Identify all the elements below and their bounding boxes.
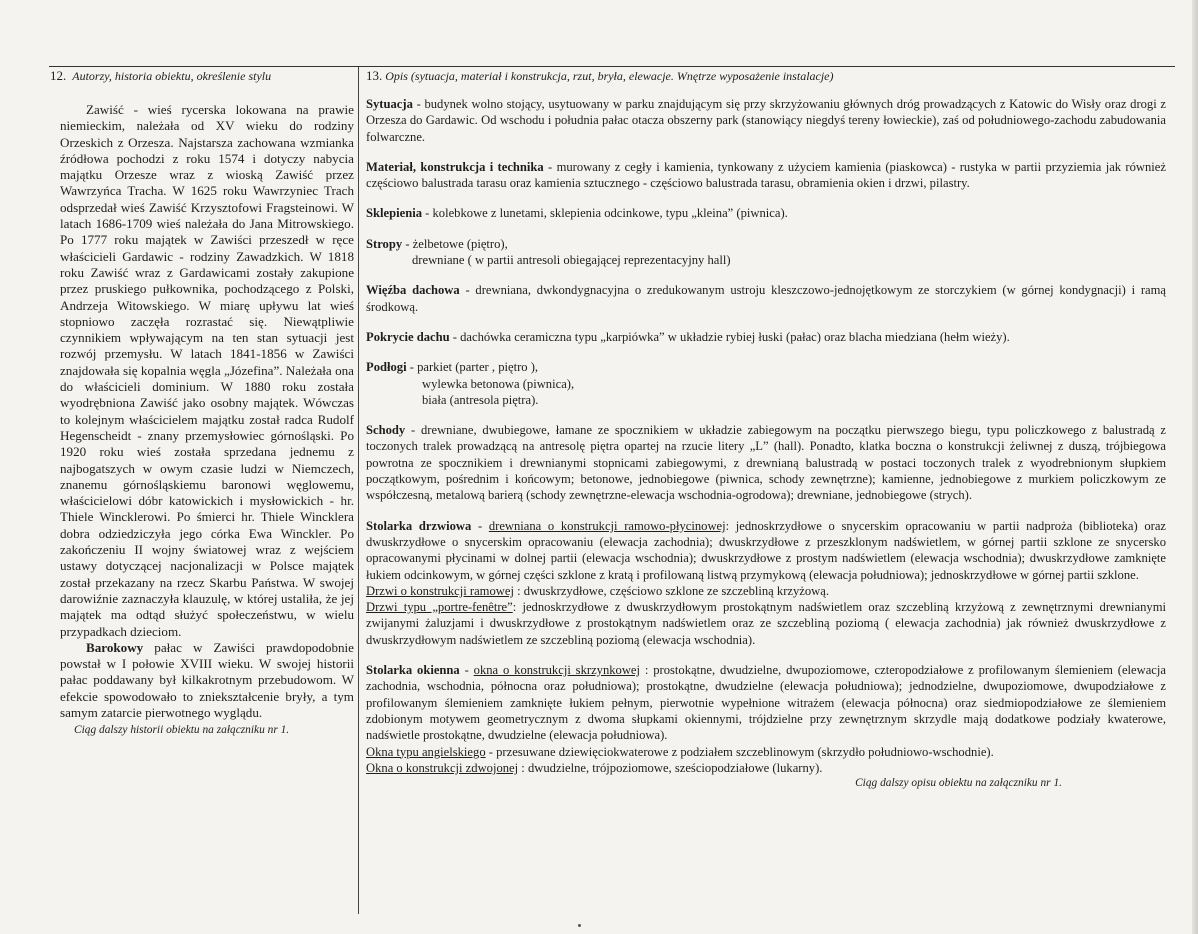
pokrycie-label: Pokrycie dachu <box>366 329 450 344</box>
history-continuation-note: Ciąg dalszy historii obiektu na załączniku nr 1. <box>74 724 290 737</box>
drzwi-portre <box>366 599 1166 648</box>
stropy-label: Stropy <box>366 236 403 251</box>
podlogi-label: Podłogi <box>366 360 407 375</box>
wiezba-text: - drewniana, dwkondygnacyjna o zredukowanym ustroju kleszczowo-jednojętkowym ze storczykiem (w górnej kondygnacji) i ramą środkową. <box>366 283 1166 314</box>
column-divider <box>358 67 359 914</box>
history-paragraph-2 <box>60 640 354 721</box>
description-column <box>366 68 1166 789</box>
bottom-mark <box>578 924 581 927</box>
podlogi-section <box>366 359 1166 375</box>
section-number: 12. <box>50 68 67 83</box>
schody-text: - drewniane, dwubiegowe, łamane ze spocznikiem w układzie zabiegowym na początku pierwszego biegu, typu policzkowego z balustradą z toczonych tralek prowadzącą na antresolę piętra opartej na rzucie litery „L” (hall). Ponadto, klatka boczna o konstrukcji żeliwnej z duszą, trójbiegowa powrotna ze spocznikiem i drewnianymi stopnicami zabiegowymi, z drewnianą balustradą w postaci toczonych tralek z wyodrebnionym słupkiem początkowym, pośrednim i końcowym; betonowe, jednobiegowe (piwnica, schody zewnętrzne); kamienne, jednobiegowe z murkiem policzkowym ze współczesną, metalową barierą (schody zewnętrzne-elewacja wschodnia-ogrodowa); drewniane, jednobiegowe (strych). <box>366 423 1166 503</box>
okna-dash: - <box>459 663 474 678</box>
okna-text-2: - przesuwane dziewięciokwaterowe z podziałem szczeblinowym (skrzydło południowo-wschodnie). <box>485 744 994 759</box>
okna-text-3: : dwudzielne, trójpoziomowe, sześciopodziałowe (lukarny). <box>518 760 823 775</box>
page-edge <box>1192 0 1198 934</box>
history-paragraph-2-text: pałac w Zawiści prawdopodobnie powstał w I połowie XVIII wieku. W swojej historii pałac poddawany był kilkakrotnym przebudowom. W efekcie spowodowało to zniekształcenie bryły, a tym samym zatarcie pierwotnego wyglądu. <box>60 639 354 720</box>
drzwi-subtype-3: Drzwi typu „portre-fenêtre” <box>366 600 513 615</box>
drzwi-section <box>366 518 1166 583</box>
sytuacja-label: Sytuacja <box>366 97 413 111</box>
section-title: Opis (sytuacja, materiał i konstrukcja, rzut, bryła, elewacje. Wnętrze wyposażenie instalacje) <box>385 69 834 83</box>
okna-label: Stolarka okienna <box>366 663 460 678</box>
schody-section <box>366 422 1166 503</box>
sklepienia-text: - kolebkowe z lunetami, sklepienia odcinkowe, typu „kleina” (piwnica). <box>422 206 788 221</box>
section-number: 13. <box>366 68 383 83</box>
okna-subtype-1: okna o konstrukcji skrzynkowej <box>473 663 641 678</box>
drzwi-text-2: : dwuskrzydłowe, częściowo szklone ze szczebliną krzyżową. <box>513 583 830 598</box>
history-text <box>50 102 356 721</box>
wiezba-label: Więźba dachowa <box>366 283 460 298</box>
okna-text-1: : prostokątne, dwudzielne, dwupoziomowe, czteropodziałowe z profilowanym ślemieniem (elewacja zachodnia, wschodnia, północna oraz południowa); prostokątne, dwudzielne (elewacja południowa); jednodzielne, dwupoziomowe, dwupodziałowe z profilowanym ślemieniem zamknięte łukiem pełnym, pierwotnie wypełnione witrażem (elewacja północna) oraz siedmiopodziałowe ze ślemieniem zdobionym motywem geometrycznym z dwoma słupkami okiennymi, trójdzielne przy zewnętrznym skrzydle mają dodatkowe podziały kwaterowe, nadświetle prostokątne, dwudzielne (elewacja południowa). <box>366 663 1166 743</box>
history-paragraph-1: Zawiść - wieś rycerska lokowana na prawie niemieckim, należała od XV wieku do rodziny Orzeskich z Orzesza. Najstarsza zachowana wzmianka źródłowa pochodzi z roku 1574 i dotyczy nabycia majątku Orzesze wraz z wioską Zawiść przez Wawrzyńca Tracha. W 1625 roku Wawrzyniec Trach odsprzedał wieś Zawiść Krzysztofowi Fragsteinowi. W latach 1686-1709 wieś należała do Jana Mitrowskiego. Po 1777 roku majątek w Zawiści przeszedł w ręce właścicieli Gardawic - rodziny Zawadzkich. W 1818 roku Zawiść wraz z Gardawicami zostały zakupione przez pruskiego pułkownika, pochodzącego z Polski, Andrzeja Witowskiego. W miarę upływu lat wieś stopniowo zaczęła rozrastać się. Niewątpliwie czynnikiem wpływającym na ten stan sytuacji jest rozwój przemysłu. W latach 1841-1856 w Zawiści znajdowała się kopalnia węgla „Józefina”. Należała ona do właścicieli dominium. W 1880 roku została wyodrębniona Zawiść jako osobny majątek. Wówczas to kolejnym właścicielem majątku został radca Rudolf Hegenscheidt - znany przemysłowiec górnośląski. Po 1920 roku wieś została sprzedana jednemu z najbogatszych w owym czasie ludzi w Niemczech, znanemu górnośląskiemu baronowi węglowemu, właścicielowi dóbr katowickich i mysłowickich - hr. Thiele Wincklerowi. Po śmierci hr. Thiele Wincklera dobra odziedziczyła jego córka Ewa Winckler. Po zakończeniu II wojny światowej wraz z wejściem ustawy dotyczącej nacjonalizacji w Polsce majątek został przekazany na rzecz Skarbu Państwa. W swojej darowiźnie zaznaczyła klauzulę, w której ustaliła, że jej majątek ma odtąd służyć społeczeństwu, w wielu przypadkach dzieciom. <box>60 102 354 639</box>
drzwi-subtype-1: drewniana o konstrukcji ramowo-płycinowej <box>488 518 726 533</box>
drzwi-subtype-2: Drzwi o konstrukcji ramowej <box>366 583 514 598</box>
pokrycie-section <box>366 329 1166 345</box>
material-section <box>366 159 1166 192</box>
sklepienia-section <box>366 205 1166 221</box>
podlogi-line-2: wylewka betonowa (piwnica), <box>422 376 575 391</box>
schody-label: Schody <box>366 423 406 438</box>
okna-subtype-3: Okna o konstrukcji zdwojonej <box>366 760 519 775</box>
stropy-section <box>366 236 1166 252</box>
material-label: Materiał, konstrukcja i technika <box>366 159 544 174</box>
podlogi-line-3: biała (antresola piętra). <box>422 392 539 407</box>
drzwi-text-3: : jednoskrzydłowe z dwuskrzydłowym prostokątnym nadświetlem oraz szczebliną krzyżową z zewnętrznymi drewnianymi zwijanymi żaluzjami i dwuskrzydłowe z prostokątnym nadświetlem oraz ze szczebliną poziomą ( elewacja zachodnia) jak również dwuskrzydłowe z dwuskrzydłowym nadświetlem ze szczebliną poziomą (elewacja wschodnia). <box>366 600 1166 647</box>
stropy-line-2: drewniane ( w partii antresoli obiegającej reprezentacyjny hall) <box>412 253 731 268</box>
style-term: Barokowy <box>86 639 144 655</box>
sytuacja-text: - budynek wolno stojący, usytuowany w parku znajdującym się przy skrzyżowaniu głównych dróg prowadzących z Katowic do Wisły oraz drogi z Orzesza do Gardawic. Od wschodu i południa pałac otacza obszerny park (stanowiący niegdyś tereny łowieckie), zaś od południowego-zachodu zabudowania folwarczne. <box>366 97 1166 144</box>
pokrycie-text: - dachówka ceramiczna typu „karpiówka” w układzie rybiej łuski (pałac) oraz blacha miedziana (hełm wieży). <box>449 329 1010 344</box>
wiezba-section <box>366 282 1166 315</box>
okna-section <box>366 662 1166 743</box>
drzwi-ramowe <box>366 583 1166 599</box>
history-column <box>50 68 356 736</box>
description-continuation-note: Ciąg dalszy opisu obiektu na załączniku nr 1. <box>855 777 1062 790</box>
drzwi-text-1: : jednoskrzydłowe o snycerskim opracowaniu w partii nadproża (biblioteka) oraz dwuskrzydłowe o snycerskim opracowaniu (elewacja zachodnia); dwuskrzydłowe z przeszklonym nadświetlem, w górnej partii szklone ze snycersko opracowanymi płycinami w dolnej partii (elewacja wschodnia); dwuskrzydłowe z prostym nadświetlem (elewacja wschodnia); dwuskrzydłowe zamknięte łukiem odcinkowym, w górnej części szklone z kratą i profilowaną listwą przymykową (elewacja południowa); jednoskrzydłowe w górnej partii szklone. <box>366 518 1167 582</box>
section-title: Autorzy, historia obiektu, określenie stylu <box>72 69 272 83</box>
drzwi-dash: - <box>471 518 489 533</box>
podlogi-line-1: - parkiet (parter , piętro ), <box>406 360 539 375</box>
okna-subtype-2: Okna typu angielskiego <box>366 744 486 759</box>
okna-zdwojone <box>366 760 1166 776</box>
top-rule <box>49 66 1175 67</box>
drzwi-label: Stolarka drzwiowa <box>366 518 472 533</box>
sytuacja-section <box>366 96 1166 145</box>
material-text: - murowany z cegły i kamienia, tynkowany z użyciem kamienia (piaskowca) - rustyka w partii przyziemia jak również częściowo balustrada tarasu oraz kamienia sztucznego - częściowo balustrada tarasu, obramienia okien i drzwi, pilastry. <box>366 159 1166 191</box>
history-header <box>50 68 356 84</box>
stropy-line-1: - żelbetowe (piętro), <box>402 236 508 251</box>
okna-angielskie <box>366 744 1166 760</box>
description-header <box>366 68 1166 84</box>
sklepienia-label: Sklepienia <box>366 206 422 221</box>
